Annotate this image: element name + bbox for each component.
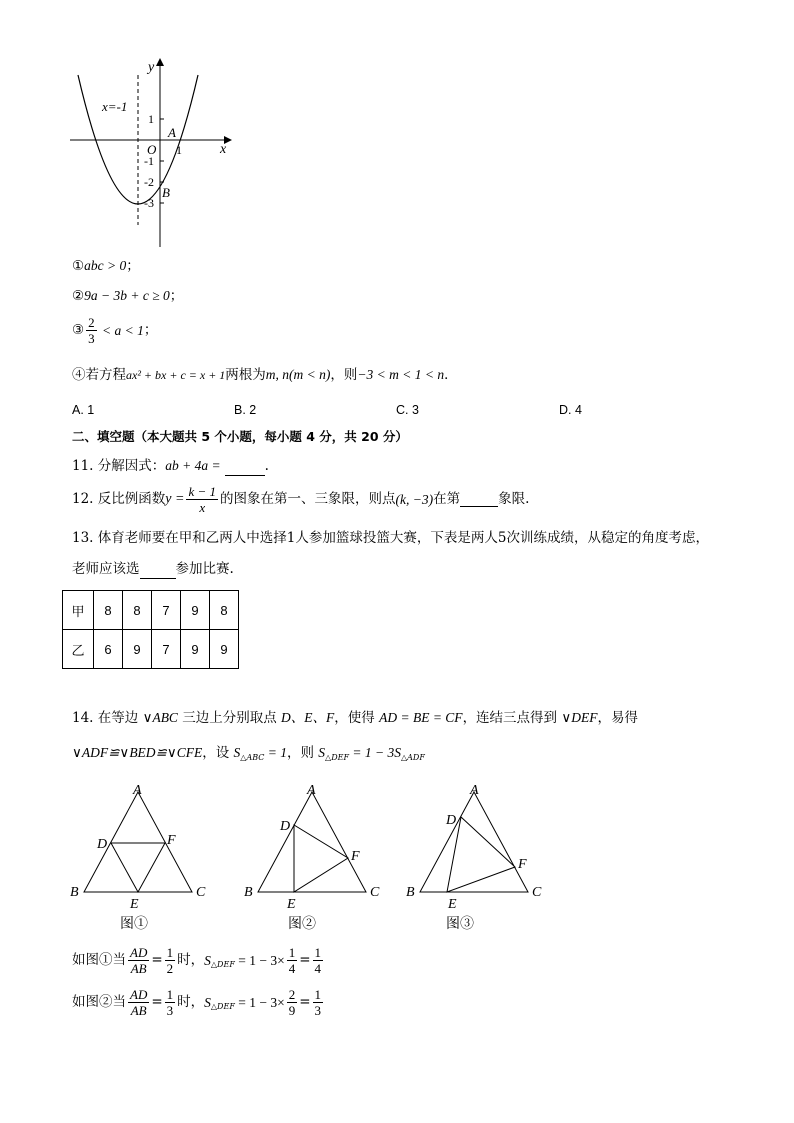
fig1-label-e: E — [130, 897, 139, 912]
q14-math: D、E、F — [281, 710, 335, 725]
q14-subscript: △DEF — [325, 753, 350, 762]
example-2-value — [165, 987, 176, 1018]
ratio-numerator: AD — [130, 945, 148, 960]
q14-subscript: △ADF — [401, 753, 425, 762]
q14-math: = 1 − 3S — [349, 745, 401, 760]
area-symbol: S — [204, 994, 211, 1010]
fig1-label-f: F — [167, 833, 176, 848]
example-2-ratio — [128, 987, 149, 1018]
table-cell: 7 — [152, 591, 181, 630]
fraction-numerator: 1 — [288, 945, 296, 960]
ratio-denominator: AB — [130, 1003, 147, 1018]
example-1-result — [313, 945, 324, 976]
q11-end: . — [264, 458, 269, 474]
tick-label-neg1: -1 — [144, 154, 154, 168]
score-table — [62, 590, 239, 669]
tick-label-neg2: -2 — [144, 175, 154, 189]
statement-1-math: abc > 0 — [84, 258, 127, 273]
q14-text: ，则 — [287, 745, 319, 761]
statement-3-math: < a < 1 — [98, 322, 144, 338]
q11-prompt: 11. 分解因式： — [72, 458, 166, 474]
example-2 — [72, 987, 325, 1018]
fraction-numerator: 1 — [166, 945, 174, 960]
triangle-abc — [258, 792, 366, 892]
figure-2 — [258, 792, 366, 892]
fig2-label-b: B — [244, 885, 253, 900]
table-cell: 7 — [152, 630, 181, 669]
ratio-numerator: AD — [130, 987, 148, 1002]
fraction-denominator: 2 — [166, 961, 174, 976]
fig1-label-c: C — [196, 885, 206, 900]
fig3-label-d: D — [446, 813, 457, 828]
q12-y: y = — [165, 491, 185, 507]
fig3-label-a: A — [470, 783, 479, 798]
fig2-label-e: E — [287, 897, 296, 912]
example-2-prefix: 如图②当 — [72, 993, 126, 1010]
q14-text: ，设 — [202, 745, 234, 761]
example-2-rhs: = 1 − 3× — [234, 994, 285, 1010]
row-name: 甲 — [63, 591, 94, 630]
statement-1 — [72, 259, 140, 274]
statement-3 — [72, 315, 157, 346]
q14-math: ∨ADF≌∨BED≌∨CFE — [72, 745, 203, 760]
figure-3 — [420, 792, 528, 892]
fraction-numerator: 2 — [288, 987, 296, 1002]
statement-1-marker: ① — [72, 258, 85, 274]
q12-answer-blank[interactable] — [460, 492, 498, 507]
table-row — [63, 630, 239, 669]
parabola-graph — [60, 55, 240, 255]
question-13-line1: 13. 体育老师要在甲和乙两人中选择1人参加篮球投篮大赛，下表是两人5次训练成绩，从稳定的角度考虑， — [72, 530, 709, 546]
q13-answer-blank[interactable] — [140, 564, 176, 579]
q12-mid: 的图象在第一、三象限，则点 — [219, 490, 396, 507]
fig3-label-c: C — [532, 885, 542, 900]
area-subscript: △DEF — [210, 1002, 235, 1011]
q14-text: ，使得 — [334, 710, 380, 726]
statement-3-suffix: ； — [143, 321, 158, 338]
example-1-prefix: 如图①当 — [72, 951, 126, 968]
q12-denominator: x — [199, 500, 206, 515]
point-b-label: B — [162, 185, 170, 200]
table-cell: 8 — [94, 591, 123, 630]
option-d[interactable]: D. 4 — [559, 403, 582, 417]
q14-math: ∨DEF — [561, 710, 598, 725]
q12-point: (k, −3) — [395, 491, 434, 507]
question-14-line2 — [72, 746, 425, 762]
fig3-label-f: F — [518, 857, 527, 872]
example-1-value — [165, 945, 176, 976]
example-2-mid: 时， — [177, 993, 205, 1010]
equals: = — [299, 951, 311, 968]
q14-math: S — [233, 745, 241, 760]
statement-4-prefix: ④若方程 — [72, 367, 126, 383]
fraction-denominator: 9 — [288, 1003, 296, 1018]
fig1-label-b: B — [70, 885, 79, 900]
q12-fraction — [186, 484, 218, 515]
statement-4-mid: 两根为 — [225, 367, 266, 383]
statement-4 — [72, 368, 458, 383]
q14-math: AD = BE = CF — [379, 710, 463, 725]
fraction-denominator: 3 — [166, 1003, 174, 1018]
fraction-numerator: 2 — [88, 315, 95, 330]
q12-post1: 在第 — [433, 490, 461, 507]
y-axis-label: y — [148, 60, 155, 75]
x-axis-label: x — [220, 142, 227, 157]
q11-answer-blank[interactable] — [225, 461, 265, 476]
statement-4-suffix: ． — [444, 367, 458, 383]
table-cell: 8 — [123, 591, 152, 630]
statement-3-marker: ③ — [72, 321, 85, 338]
fraction-numerator: 1 — [166, 987, 174, 1002]
q14-math: = 1 — [264, 745, 287, 760]
fig2-caption: 图② — [288, 917, 316, 932]
q14-math: S — [318, 745, 326, 760]
option-a[interactable]: A. 1 — [72, 403, 95, 417]
statement-4-sep: ，则 — [330, 367, 358, 383]
example-1-factor — [287, 945, 298, 976]
ratio-denominator: AB — [130, 961, 147, 976]
question-13-line2 — [72, 563, 234, 579]
fig1-caption: 图① — [120, 917, 148, 932]
q12-post2: 象限. — [498, 490, 530, 507]
triangle-def — [294, 825, 348, 892]
example-2-factor — [287, 987, 298, 1018]
question-11 — [72, 459, 269, 476]
statement-2-math: 9a − 3b + c ≥ 0 — [84, 288, 170, 303]
x-tick-label-1: 1 — [176, 143, 182, 157]
table-cell: 9 — [123, 630, 152, 669]
example-1-mid: 时， — [177, 951, 205, 968]
q12-prefix: 12. 反比例函数 — [72, 490, 166, 507]
fig2-label-c: C — [370, 885, 380, 900]
question-14-line1 — [72, 711, 638, 726]
triangle-def — [111, 843, 165, 892]
fig2-label-d: D — [280, 819, 291, 834]
q13-line2-suffix: 参加比赛. — [175, 561, 234, 577]
q14-text: 三边上分别取点 — [177, 710, 282, 726]
fraction-denominator: 3 — [88, 331, 95, 346]
fig1-label-d: D — [97, 837, 108, 852]
q12-numerator: k − 1 — [188, 484, 216, 499]
q14-subscript: △ABC — [240, 753, 265, 762]
tick-label-1: 1 — [148, 112, 154, 126]
statement-2-marker: ② — [72, 288, 85, 304]
statement-4-roots: m, n(m < n) — [265, 367, 331, 382]
fig3-caption: 图③ — [446, 917, 474, 932]
triangle-figures — [60, 780, 560, 940]
q14-text: ，易得 — [597, 710, 638, 726]
fig2-label-a: A — [307, 783, 316, 798]
fig1-label-a: A — [133, 783, 142, 798]
fraction-numerator: 1 — [314, 945, 322, 960]
equals: = — [151, 951, 163, 968]
q11-expression: ab + 4a = — [165, 458, 221, 473]
statement-2 — [72, 289, 183, 304]
example-1-rhs: = 1 − 3× — [234, 952, 285, 968]
triangle-def — [447, 817, 515, 892]
table-cell: 9 — [181, 591, 210, 630]
fraction-denominator: 4 — [314, 961, 322, 976]
question-12 — [72, 484, 529, 515]
statement-2-suffix: ； — [169, 288, 184, 304]
q14-text: 14. 在等边 — [72, 710, 143, 726]
fig3-label-e: E — [448, 897, 457, 912]
fig2-label-f: F — [351, 849, 360, 864]
symmetry-axis-label: x=-1 — [102, 99, 128, 114]
origin-label: O — [147, 142, 157, 157]
table-row — [63, 591, 239, 630]
row-name: 乙 — [63, 630, 94, 669]
option-c[interactable]: C. 3 — [396, 403, 419, 417]
table-cell: 8 — [210, 591, 239, 630]
equals: = — [151, 993, 163, 1010]
statement-4-equation: ax² + bx + c = x + 1 — [126, 368, 226, 382]
example-1-ratio — [128, 945, 149, 976]
section-2-title: 二、填空题（本大题共 5 个小题，每小题 4 分，共 20 分） — [72, 429, 408, 444]
statement-4-inequality: −3 < m < 1 < n — [357, 367, 445, 382]
option-b[interactable]: B. 2 — [234, 403, 257, 417]
fig3-label-b: B — [406, 885, 415, 900]
answer-options — [72, 403, 672, 419]
area-symbol: S — [204, 952, 211, 968]
fraction-denominator: 3 — [314, 1003, 322, 1018]
table-cell: 9 — [210, 630, 239, 669]
point-a-label: A — [168, 125, 176, 140]
table-cell: 9 — [181, 630, 210, 669]
example-2-result — [313, 987, 324, 1018]
statement-3-fraction — [86, 315, 97, 346]
statement-1-suffix: ； — [126, 258, 140, 274]
table-cell: 6 — [94, 630, 123, 669]
example-1 — [72, 945, 325, 976]
triangle-abc — [420, 792, 528, 892]
q14-math: ∨ABC — [142, 710, 178, 725]
fraction-denominator: 4 — [288, 961, 296, 976]
tick-label-neg3: -3 — [144, 196, 154, 210]
equals: = — [299, 993, 311, 1010]
q14-text: ，连结三点得到 — [462, 710, 562, 726]
area-subscript: △DEF — [210, 960, 235, 969]
q13-line2-prefix: 老师应该选 — [72, 561, 140, 577]
fraction-numerator: 1 — [314, 987, 322, 1002]
